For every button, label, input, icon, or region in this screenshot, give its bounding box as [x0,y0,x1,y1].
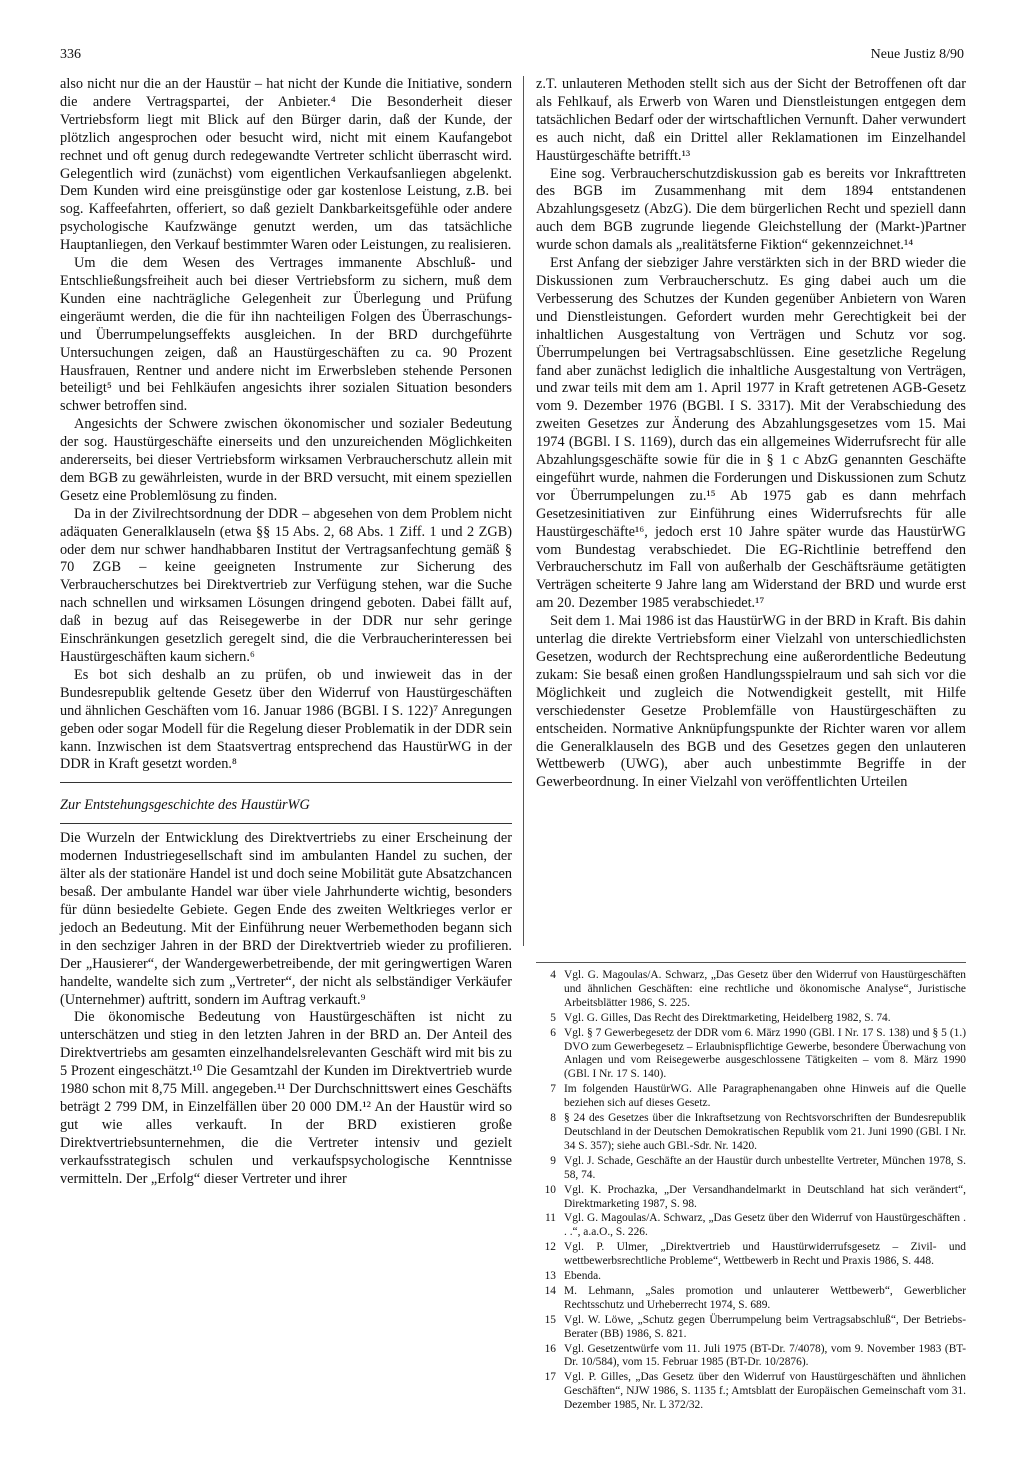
footnote-number: 6 [550,1026,556,1039]
paragraph: Angesichts der Schwere zwischen ökonomischer und sozialer Bedeutung der sog. Haustürgeschäfte einerseits und den unzureichenden Möglichkeiten andererseits, bei dieser Vertriebsform wirksamen Verbraucherschutz allein mit dem BGB zu gewährleisten, wurde in der BRD versucht, mit einem speziellen Gesetz eine Problemlösung zu finden. [60,416,512,504]
footnote-number: 5 [550,1011,556,1024]
footnote-number: 9 [550,1154,556,1167]
footnote-text: Vgl. § 7 Gewerbegesetz der DDR vom 6. März 1990 (GBl. I Nr. 17 S. 138) und § 5 (1.) DVO zum Gewerbegesetz – Erlaubnispflichtige Gewerbe, besondere Überwachung von Anlagen und vom Reisegewerbe ausgeschlossene Tätigkeiten – vom 8. März 1990 (GBl. I Nr. 17 S. 140). [564,1026,966,1081]
footnote-number: 7 [550,1083,556,1096]
footnote-text: Vgl. K. Prochazka, „Der Versandhandelmarkt in Deutschland hat sich verändert“, Direktmarketing 1987, S. 98. [564,1183,966,1210]
footnote-text: Vgl. P. Gilles, „Das Gesetz über den Widerruf von Haustürgeschäften und ähnlichen Geschäften“, NJW 1986, S. 1135 f.; Amtsblatt der Europäischen Gemeinschaft vom 31. Dezember 1985, Nr. L 372/32. [564,1371,966,1412]
footnote-text: Vgl. J. Schade, Geschäfte an der Haustür durch unbestellte Vertreter, München 1978, S. 58, 74. [564,1154,966,1181]
footnote [536,1371,966,1413]
footnote-text: Vgl. P. Ulmer, „Direktvertrieb und Haustürwiderrufsgesetz – Zivil- und wettbewerbsrechtliche Probleme“, Wettbewerb in Recht und Praxis 1986, S. 448. [564,1241,966,1268]
footnote-number: 17 [544,1371,556,1384]
section-rule-top [60,782,512,783]
paragraph: Die ökonomische Bedeutung von Haustürgeschäften ist nicht zu unterschätzen und stieg in den letzten Jahren in der BRD an. Der Anteil des Direktvertriebs am gesamten einzelhandelsrelevanten Geschäft wird mit bis zu 5 Prozent eingeschätzt.¹⁰ Die Gesamtzahl der Kunden im Direktvertrieb wurde 1980 schon mit 8,75 Mill. angegeben.¹¹ Der Durchschnittswert eines Geschäfts beträgt 2 799 DM, in Einzelfällen über 20 000 DM.¹² An der Haustür wird so gut wie alles verkauft. In der BRD existieren große Direktvertriebsunternehmen, die die Vertreter intensiv und gezielt verkaufsstrategisch schulen und verkaufspsychologische Kenntnisse vermitteln. Der „Erfolg“ dieser Vertreter und ihrer [60,1009,512,1187]
footnote-rule [536,962,966,963]
footnote-number: 10 [544,1183,556,1196]
section-rule-bottom [60,823,512,824]
paragraph: Da in der Zivilrechtsordnung der DDR – abgesehen von dem Problem nicht adäquaten Generalklauseln (etwa §§ 15 Abs. 2, 68 Abs. 1 Ziff. 1 und 2 ZGB) oder dem nur schwer handhabbaren Institut der Vertragsanfechtung gemäß § 70 ZGB – keine geeigneten Instrumente zur Sicherung des Verbraucherschutzes bei Direktvertrieb zur Verfügung stehen, war die Suche nach schnellen und wirksamen Lösungen dringend geboten. Dabei fällt auf, daß in bezug auf das Reisegewerbe in der DDR nur sehr geringe Einschränkungen gesetzlich geregelt sind, die die Verbraucherinteressen bei Haustürgeschäften kaum sichern.⁶ [60,505,512,665]
left-column [60,76,512,1188]
column-divider [523,76,524,946]
footnote [536,1343,966,1371]
footnote [536,1285,966,1313]
paragraph: Erst Anfang der siebziger Jahre verstärkten sich in der BRD wieder die Diskussionen zum Verbraucherschutz. Es ging dabei auch um die Verbesserung des Schutzes der Kunden gegenüber Anbietern von Waren und Dienstleistungen. Gefordert wurden mehr Gerechtigkeit bei der inhaltlichen Ausgestaltung von Verträgen und Schutz vor sog. Überrumpelungen bei Vertragsabschlüssen. Eine gesetzliche Regelung fand aber zunächst lediglich die inhaltliche Ausgestaltung von Verträgen, und zwar teils mit dem am 1. April 1977 in Kraft getretenen AGB-Gesetz vom 9. Dezember 1976 (BGBl. I S. 3317). Mit der Verabschiedung des zweiten Gesetzes zur Änderung des Abzahlungsgesetzes vom 15. Mai 1974 (BGBl. I S. 1169), durch das ein allgemeines Widerrufsrecht für alle Abzahlungsgeschäfte sowie für die in § 1 c AbzG genannten Geschäfte eingeführt wurde, nahmen die Forderungen und Diskussionen zum Schutz vor Überrumpelungen zu.¹⁵ Ab 1975 gab es dann mehrfach Gesetzesinitiativen zur Einführung eines Widerrufsrechts für alle Haustürgeschäfte¹⁶, jedoch erst 10 Jahre später wurde das HaustürWG vom Bundestag verabschiedet. Die EG-Richtlinie betreffend den Verbraucherschutz im Fall von außerhalb der Geschäftsräume getätigten Verträgen scheiterte 9 Jahre lang am Widerstand der BRD und wurde erst am 20. Dezember 1985 verabschiedet.¹⁷ [536,255,966,612]
section-heading: Zur Entstehungsgeschichte des HaustürWG [60,797,310,814]
paragraph: z.T. unlauteren Methoden stellt sich aus der Sicht der Betroffenen oft dar als Fehlkauf, als Erwerb von Waren und Dienstleistungen entgegen dem tatsächlichen Bedarf oder der wirtschaftlichen Vernunft. Daher verwundert es auch nicht, daß ein Drittel aller Reklamationen im Einzelhandel Haustürgeschäfte betrifft.¹³ [536,76,966,164]
footnote [536,1112,966,1154]
footnotes [536,962,966,1414]
footnote-text: M. Lehmann, „Sales promotion und unlauterer Wettbewerb“, Gewerblicher Rechtsschutz und Urheberrecht 1974, S. 689. [564,1284,966,1311]
footnote [536,1212,966,1240]
footnote [536,1012,966,1026]
right-column [536,76,966,792]
paragraph: also nicht nur die an der Haustür – hat nicht der Kunde die Initiative, sondern die andere Vertragspartei, der Anbieter.⁴ Die Besonderheit dieser Vertriebsform liegt mit Blick auf den Bürger darin, daß der Kunde, der plötzlich angesprochen oder besucht wird, nicht mit einem Kaufangebot rechnet und oft genug durch redegewandte Vertreter schlicht überrascht wird. Gelegentlich wird (zunächst) vom eigentlichen Verkaufsanliegen abgelenkt. Dem Kunden wird eine preisgünstige oder gar kostenlose Leistung, z.B. bei sog. Kaffeefahrten, offeriert, so daß gezielt Dankbarkeitsgefühle oder andere psychologische Kaufzwänge genutzt werden, um das tatsächliche Hauptanliegen, den Verkauf bestimmter Waren oder Leistungen, zu realisieren. [60,76,512,254]
footnote-text: Vgl. W. Löwe, „Schutz gegen Überrumpelung beim Vertragsabschluß“, Der Betriebs-Berater (BB) 1986, S. 821. [564,1313,966,1340]
page-header [60,46,964,70]
footnote-text: § 24 des Gesetzes über die Inkraftsetzung von Rechtsvorschriften der Bundesrepublik Deutschland in der Deutschen Demokratischen Republik vom 21. Juni 1990 (GBl. I Nr. 34 S. 357); siehe auch GBl.-Sdr. Nr. 1420. [564,1112,966,1152]
footnote-number: 11 [545,1212,556,1225]
paragraph: Es bot sich deshalb an zu prüfen, ob und inwieweit das in der Bundesrepublik geltende Gesetz über den Widerruf von Haustürgeschäften und ähnlichen Geschäften vom 16. Januar 1986 (BGBl. I S. 122)⁷ Anregungen geben oder sogar Modell für die Regelung dieser Problematik in der DDR sein kann. Inzwischen ist dem Staatsvertrag entsprechend das HaustürWG in der DDR in Kraft gesetzt worden.⁸ [60,666,512,773]
paragraph: Eine sog. Verbraucherschutzdiskussion gab es bereits vor Inkrafttreten des BGB im Zusammenhang mit dem 1894 entstandenen Abzahlungsgesetz (AbzG). Die dem bürgerlichen Recht und speziell dann auch dem BGB zugrunde liegende Gleichstellung der (Markt-)Partner wurde schon damals als „realitätsferne Fiktion“ gekennzeichnet.¹⁴ [536,165,966,254]
footnote [536,1270,966,1284]
footnote-number: 4 [550,969,556,981]
paragraph: Um die dem Wesen des Vertrages immanente Abschluß- und Entschließungsfreiheit auch bei dieser Vertriebsform zu sichern, muß dem Kunden eine nachträgliche Gelegenheit zur Überlegung und Prüfung eingeräumt werden, die die für ihn nachteiligen Folgen des Überraschungs- und Überrumpelungseffekts ausgleichen. In der BRD durchgeführte Untersuchungen zeigen, daß an Haustürgeschäften zu ca. 90 Prozent Hausfrauen, Rentner und andere nicht im Erwerbsleben stehende Personen beteiligt⁵ und bei Fehlkäufen angesichts ihrer sozialen Situation besonders schwer betroffen sind. [60,255,512,415]
footnote-text: Vgl. G. Magoulas/A. Schwarz, „Das Gesetz über den Widerruf von Haustürgeschäften und ähnlichen Geschäften: eine rechtliche und ökonomische Analyse“, Juristische Arbeitsblätter 1986, S. 225. [564,969,966,1009]
paragraph: Seit dem 1. Mai 1986 ist das HaustürWG in der BRD in Kraft. Bis dahin unterlag die direkte Vertriebsform einer Vielzahl von unterschiedlichsten Gesetzen, wodurch der Rechtsprechung eine außerordentliche Bedeutung zukam: Sie besaß einen großen Handlungsspielraum und sah sich vor die Möglichkeit und zugleich die Notwendigkeit gestellt, mit Hilfe verschiedenster Gesetze Problemfälle von Haustürgeschäften zu entscheiden. Normative Anknüpfungspunkte der Richter waren vor allem die Generalklauseln des BGB und des Gesetzes gegen den unlauteren Wettbewerb (UWG), aber auch unbestimmte Begriffe in der Gewerbeordnung. In einer Vielzahl von veröffentlichten Urteilen [536,613,966,791]
footnote [536,1314,966,1342]
footnote-text: Vgl. Gesetzentwürfe vom 11. Juli 1975 (BT-Dr. 7/4078), vom 9. November 1983 (BT-Dr. 10/584), vom 15. Februar 1985 (BT-Dr. 10/2876). [564,1342,966,1369]
footnote-text: Ebenda. [564,1270,602,1283]
paragraph: Die Wurzeln der Entwicklung des Direktvertriebs zu einer Erscheinung der modernen Industriegesellschaft sind im ambulanten Handel zu suchen, der älter als der stationäre Handel ist und doch seine Mobilität gute Absatzchancen besaß. Der ambulante Handel war über viele Jahrhunderte wichtig, besonders für dünn besiedelte Gebiete. Gegen Ende des zweiten Weltkrieges verlor er jedoch an Bedeutung. Mit der Einführung neuer Werbemethoden begann sich in den sechziger Jahren in der BRD der Direktvertrieb wieder zu profilieren. Der „Hausierer“, der Wandergewerbetreibende, der mit geringwertigen Waren handelte, wandelte sich zum „Vertreter“, der nicht als selbständiger Verkäufer (Unternehmer) auftritt, sondern im Auftrag verkauft.⁹ [60,830,512,1008]
footnote-text: Vgl. G. Magoulas/A. Schwarz, „Das Gesetz über den Widerruf von Haustürgeschäften . . .“, a.a.O., S. 226. [564,1212,966,1239]
footnote-number: 12 [544,1241,556,1254]
page-number: 336 [60,47,81,62]
footnote [536,969,966,1011]
footnote-number: 8 [550,1112,556,1125]
journal-title: Neue Justiz 8/90 [870,47,964,62]
footnote [536,1083,966,1111]
footnote-number: 16 [544,1342,556,1355]
footnote-number: 15 [544,1313,556,1326]
footnote [536,1155,966,1183]
footnote-text: Im folgenden HaustürWG. Alle Paragraphenangaben ohne Hinweis auf die Quelle beziehen sich auf dieses Gesetz. [564,1083,966,1110]
footnote-number: 14 [544,1284,556,1297]
footnote [536,1027,966,1083]
footnote [536,1241,966,1269]
footnote [536,1184,966,1212]
footnote-number: 13 [544,1270,556,1283]
footnote-text: Vgl. G. Gilles, Das Recht des Direktmarketing, Heidelberg 1982, S. 74. [564,1011,891,1024]
